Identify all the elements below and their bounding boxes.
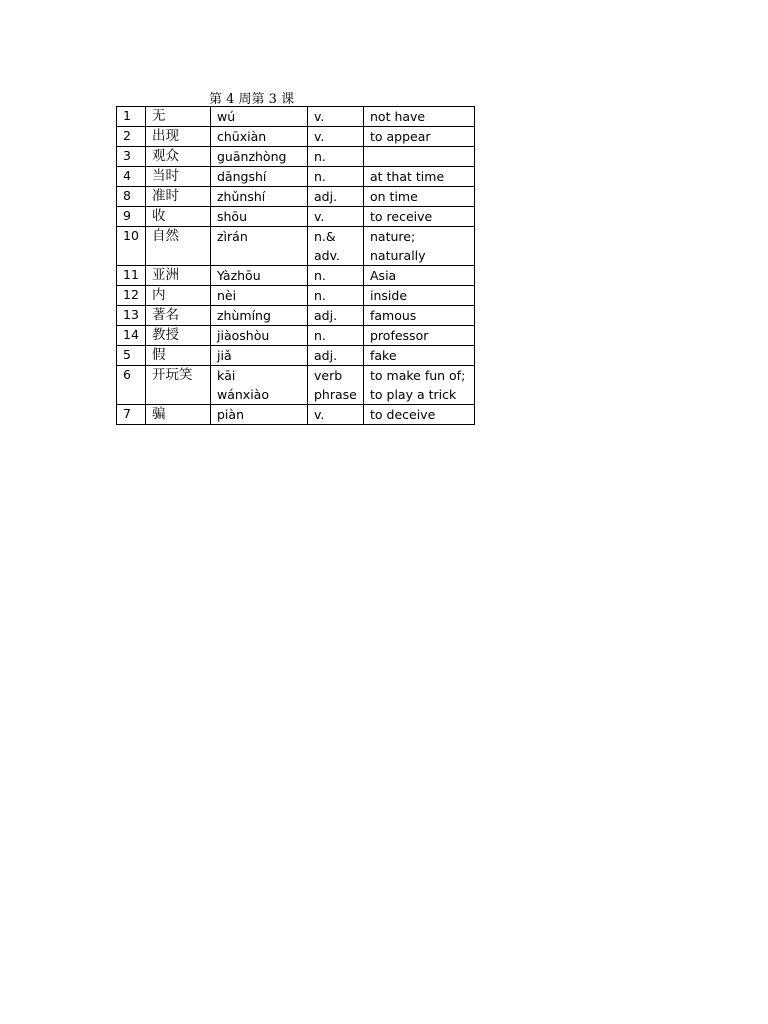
meaning-cell-line: fake bbox=[370, 348, 397, 363]
pinyin-cell-line: Yàzhōu bbox=[217, 268, 261, 283]
pinyin-cell-line: zhùmíng bbox=[217, 308, 271, 323]
row-number-cell: 7 bbox=[117, 405, 146, 425]
row-number-cell: 8 bbox=[117, 187, 146, 207]
meaning-cell bbox=[364, 326, 475, 346]
part-of-speech-cell-line: n.& bbox=[314, 229, 336, 244]
part-of-speech-cell-line: verb bbox=[314, 368, 343, 383]
hanzi-cell: 骗 bbox=[146, 405, 211, 425]
meaning-cell bbox=[364, 187, 475, 207]
part-of-speech-cell-line: adv. bbox=[314, 248, 340, 263]
pinyin-cell bbox=[211, 107, 308, 127]
meaning-cell-line: famous bbox=[370, 308, 417, 323]
meaning-cell-line: naturally bbox=[370, 248, 426, 263]
hanzi-cell: 内 bbox=[146, 286, 211, 306]
hanzi-cell: 开玩笑 bbox=[146, 366, 211, 405]
part-of-speech-cell-line: v. bbox=[314, 129, 325, 144]
table-row bbox=[117, 366, 475, 405]
meaning-cell-line: Asia bbox=[370, 268, 397, 283]
meaning-cell bbox=[364, 167, 475, 187]
table-row bbox=[117, 286, 475, 306]
part-of-speech-cell-line: n. bbox=[314, 328, 326, 343]
pinyin-cell-line: zhǔnshí bbox=[217, 189, 266, 204]
part-of-speech-cell bbox=[308, 306, 364, 326]
pinyin-cell-line: shōu bbox=[217, 209, 248, 224]
pinyin-cell bbox=[211, 266, 308, 286]
meaning-cell-line: to appear bbox=[370, 129, 431, 144]
meaning-cell-line: to receive bbox=[370, 209, 433, 224]
part-of-speech-cell-line: adj. bbox=[314, 348, 338, 363]
pinyin-cell bbox=[211, 405, 308, 425]
hanzi-cell: 当时 bbox=[146, 167, 211, 187]
meaning-cell bbox=[364, 127, 475, 147]
vocabulary-table bbox=[116, 106, 475, 425]
pinyin-cell-line: kāi bbox=[217, 368, 236, 383]
table-row bbox=[117, 127, 475, 147]
part-of-speech-cell bbox=[308, 266, 364, 286]
hanzi-cell: 自然 bbox=[146, 227, 211, 266]
pinyin-cell bbox=[211, 167, 308, 187]
part-of-speech-cell-line: n. bbox=[314, 169, 326, 184]
row-number-cell: 13 bbox=[117, 306, 146, 326]
row-number-cell: 1 bbox=[117, 107, 146, 127]
row-number-cell: 11 bbox=[117, 266, 146, 286]
meaning-cell-line: to play a trick bbox=[370, 387, 457, 402]
lesson-title: 第 4 周第 3 课 bbox=[209, 92, 295, 107]
meaning-cell bbox=[364, 227, 475, 266]
pinyin-cell-line: nèi bbox=[217, 288, 237, 303]
meaning-cell-line: inside bbox=[370, 288, 408, 303]
table-row bbox=[117, 167, 475, 187]
part-of-speech-cell bbox=[308, 187, 364, 207]
pinyin-cell-line: wú bbox=[217, 109, 236, 124]
pinyin-cell-line: chūxiàn bbox=[217, 129, 267, 144]
hanzi-cell: 出现 bbox=[146, 127, 211, 147]
pinyin-cell bbox=[211, 366, 308, 405]
row-number-cell: 3 bbox=[117, 147, 146, 167]
part-of-speech-cell bbox=[308, 147, 364, 167]
meaning-cell-line: not have bbox=[370, 109, 426, 124]
meaning-cell-line bbox=[370, 147, 468, 166]
meaning-cell-line: at that time bbox=[370, 169, 445, 184]
part-of-speech-cell bbox=[308, 207, 364, 227]
pinyin-cell bbox=[211, 346, 308, 366]
meaning-cell bbox=[364, 147, 475, 167]
pinyin-cell-line: jiǎ bbox=[217, 348, 232, 363]
part-of-speech-cell-line: n. bbox=[314, 288, 326, 303]
row-number-cell: 5 bbox=[117, 346, 146, 366]
part-of-speech-cell-line: v. bbox=[314, 407, 325, 422]
meaning-cell bbox=[364, 306, 475, 326]
part-of-speech-cell bbox=[308, 227, 364, 266]
meaning-cell bbox=[364, 346, 475, 366]
pinyin-cell-line: zìrán bbox=[217, 229, 248, 244]
hanzi-cell: 收 bbox=[146, 207, 211, 227]
table-row bbox=[117, 326, 475, 346]
part-of-speech-cell bbox=[308, 405, 364, 425]
part-of-speech-cell bbox=[308, 286, 364, 306]
hanzi-cell: 著名 bbox=[146, 306, 211, 326]
part-of-speech-cell-line: v. bbox=[314, 109, 325, 124]
hanzi-cell: 无 bbox=[146, 107, 211, 127]
pinyin-cell bbox=[211, 127, 308, 147]
row-number-cell: 9 bbox=[117, 207, 146, 227]
pinyin-cell-line: piàn bbox=[217, 407, 244, 422]
meaning-cell-line: to make fun of; bbox=[370, 368, 466, 383]
hanzi-cell: 教授 bbox=[146, 326, 211, 346]
part-of-speech-cell-line: adj. bbox=[314, 189, 338, 204]
row-number-cell: 6 bbox=[117, 366, 146, 405]
meaning-cell bbox=[364, 405, 475, 425]
row-number-cell: 12 bbox=[117, 286, 146, 306]
table-row bbox=[117, 227, 475, 266]
vocabulary-table-body bbox=[117, 107, 475, 425]
meaning-cell bbox=[364, 266, 475, 286]
hanzi-cell: 亚洲 bbox=[146, 266, 211, 286]
hanzi-cell: 观众 bbox=[146, 147, 211, 167]
pinyin-cell bbox=[211, 326, 308, 346]
pinyin-cell bbox=[211, 187, 308, 207]
part-of-speech-cell-line: v. bbox=[314, 209, 325, 224]
part-of-speech-cell bbox=[308, 346, 364, 366]
meaning-cell-line: on time bbox=[370, 189, 418, 204]
table-row bbox=[117, 107, 475, 127]
row-number-cell: 14 bbox=[117, 326, 146, 346]
pinyin-cell-line: jiàoshòu bbox=[217, 328, 270, 343]
pinyin-cell-line: dāngshí bbox=[217, 169, 267, 184]
pinyin-cell bbox=[211, 227, 308, 266]
part-of-speech-cell-line: n. bbox=[314, 268, 326, 283]
part-of-speech-cell bbox=[308, 127, 364, 147]
meaning-cell bbox=[364, 366, 475, 405]
pinyin-cell-line: guānzhòng bbox=[217, 149, 287, 164]
table-row bbox=[117, 306, 475, 326]
pinyin-cell bbox=[211, 306, 308, 326]
row-number-cell: 2 bbox=[117, 127, 146, 147]
table-row bbox=[117, 147, 475, 167]
part-of-speech-cell bbox=[308, 326, 364, 346]
row-number-cell: 4 bbox=[117, 167, 146, 187]
part-of-speech-cell-line: phrase bbox=[314, 387, 357, 402]
meaning-cell bbox=[364, 286, 475, 306]
meaning-cell-line: nature; bbox=[370, 229, 416, 244]
part-of-speech-cell bbox=[308, 167, 364, 187]
part-of-speech-cell bbox=[308, 107, 364, 127]
part-of-speech-cell-line: n. bbox=[314, 149, 326, 164]
meaning-cell-line: professor bbox=[370, 328, 429, 343]
row-number-cell: 10 bbox=[117, 227, 146, 266]
meaning-cell-line: to deceive bbox=[370, 407, 436, 422]
table-row bbox=[117, 266, 475, 286]
table-row bbox=[117, 207, 475, 227]
hanzi-cell: 假 bbox=[146, 346, 211, 366]
meaning-cell bbox=[364, 107, 475, 127]
table-row bbox=[117, 405, 475, 425]
pinyin-cell bbox=[211, 286, 308, 306]
table-row bbox=[117, 187, 475, 207]
pinyin-cell bbox=[211, 147, 308, 167]
pinyin-cell bbox=[211, 207, 308, 227]
table-row bbox=[117, 346, 475, 366]
part-of-speech-cell-line: adj. bbox=[314, 308, 338, 323]
part-of-speech-cell bbox=[308, 366, 364, 405]
pinyin-cell-line: wánxiào bbox=[217, 387, 269, 402]
hanzi-cell: 准时 bbox=[146, 187, 211, 207]
meaning-cell bbox=[364, 207, 475, 227]
